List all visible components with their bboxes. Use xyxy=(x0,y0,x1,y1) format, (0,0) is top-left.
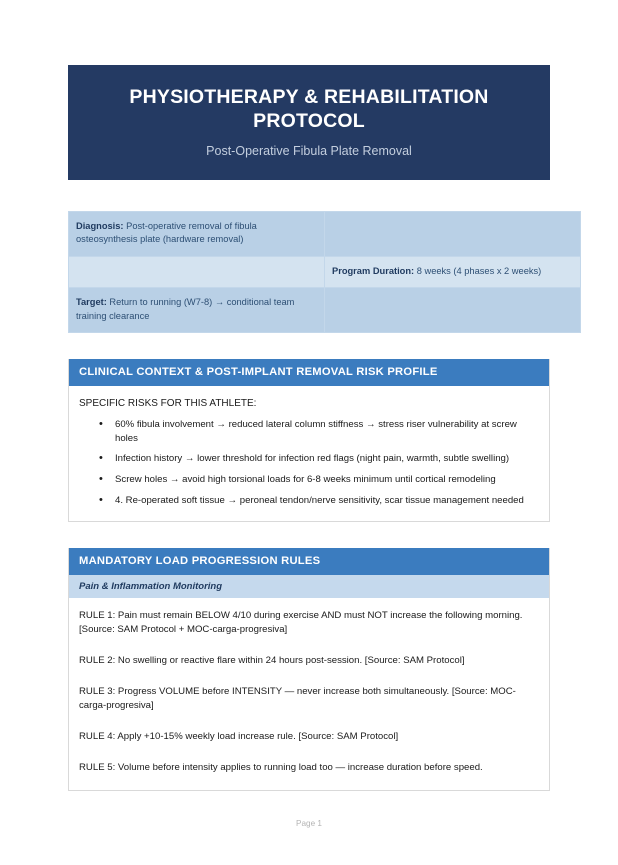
rule-item: RULE 1: Pain must remain BELOW 4/10 during exercise AND must NOT increase the following morning. [Source: SAM Protocol + MOC-carga-progresiva] xyxy=(79,610,523,636)
table-cell-target xyxy=(69,288,325,333)
rule-item: RULE 4: Apply +10-15% weekly load increase rule. [Source: SAM Protocol] xyxy=(79,730,399,742)
table-cell-program-duration xyxy=(325,256,581,287)
page-footer: Page 1 xyxy=(296,819,322,828)
table-row xyxy=(69,211,581,256)
document-title-banner xyxy=(68,65,550,180)
page-title: PHYSIOTHERAPY & REHABILITATION PROTOCOL xyxy=(129,86,489,133)
table-row xyxy=(69,256,581,287)
clinical-context-section xyxy=(68,359,550,522)
section-header-load-rules: MANDATORY LOAD PROGRESSION RULES xyxy=(69,548,549,575)
table-cell-empty xyxy=(69,256,325,287)
clinical-context-body xyxy=(69,386,549,521)
section-header-clinical-context: CLINICAL CONTEXT & POST-IMPLANT REMOVAL RISK PROFILE xyxy=(69,359,549,386)
protocol-info-table xyxy=(68,211,581,333)
cell-label: Program Duration: xyxy=(332,265,415,276)
document-page xyxy=(0,65,618,865)
list-item: • Infection history → lower threshold for infection red flags (night pain, warmth, subtle swelling) xyxy=(79,452,539,466)
cell-value: Post-operative removal of fibula osteosynthesis plate (hardware removal) xyxy=(76,220,257,245)
cell-value: 8 weeks (4 phases x 2 weeks) xyxy=(414,265,542,276)
cell-value: Return to running (W7-8) → conditional team training clearance xyxy=(76,297,295,321)
specific-risks-intro: SPECIFIC RISKS FOR THIS ATHLETE: xyxy=(79,398,257,410)
list-item: • 60% fibula involvement → reduced lateral column stiffness → stress riser vulnerability at screw holes xyxy=(79,418,539,445)
rules-body xyxy=(69,598,549,790)
table-cell-empty xyxy=(325,288,581,333)
table-row xyxy=(69,288,581,333)
list-item: • Screw holes → avoid high torsional loads for 6-8 weeks minimum until cortical remodeling xyxy=(79,473,539,487)
risk-list xyxy=(79,418,539,507)
load-progression-rules-section xyxy=(68,548,550,791)
rule-item: RULE 5: Volume before intensity applies to running load too — increase duration before speed. xyxy=(79,761,483,773)
cell-label: Target: xyxy=(76,297,107,308)
list-item: • 4. Re-operated soft tissue → peroneal tendon/nerve sensitivity, scar tissue management needed xyxy=(79,494,539,508)
subsection-header-pain-monitoring: Pain & Inflammation Monitoring xyxy=(69,575,549,598)
table-cell-diagnosis xyxy=(69,211,325,256)
table-cell-empty xyxy=(325,211,581,256)
rule-item: RULE 3: Progress VOLUME before INTENSITY — never increase both simultaneously. [Source: MOC-carga-progresiva] xyxy=(79,685,516,711)
page-subtitle: Post-Operative Fibula Plate Removal xyxy=(206,143,412,158)
cell-label: Diagnosis: xyxy=(76,220,124,231)
rule-item: RULE 2: No swelling or reactive flare within 24 hours post-session. [Source: SAM Protocol] xyxy=(79,654,465,666)
